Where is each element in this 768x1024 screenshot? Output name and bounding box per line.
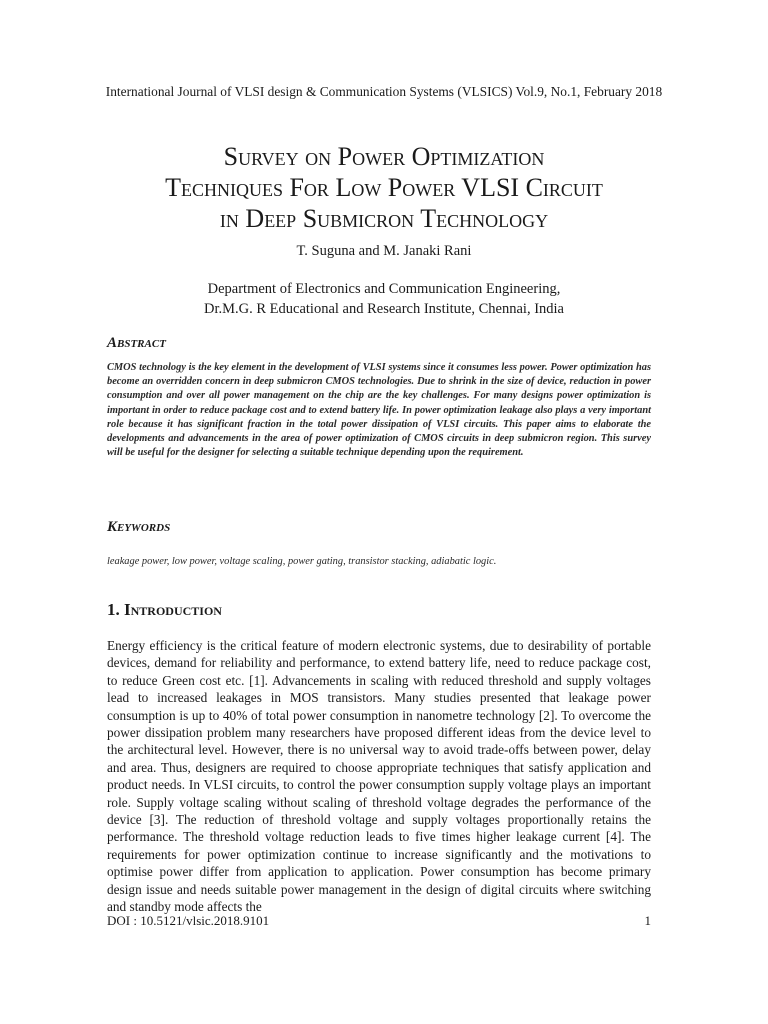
title-line-2: Techniques For Low Power VLSI Circuit xyxy=(165,173,603,202)
affiliation-line-1: Department of Electronics and Communication Engineering, xyxy=(207,281,561,297)
abstract-body: CMOS technology is the key element in the development of VLSI systems since it consumes less power. Power optimization has become an overridden concern in deep submicron CMOS technologies. Due to shrink in the size of device, reduction in power consumption and over all power management on the chip are the key challenges. For many designs power optimization is important in order to reduce package cost and to extend battery life. In power optimization leakage also plays a very important role because it has significant fraction in the total power dissipation of VLSI circuits. This paper aims to elaborate the developments and advancements in the area of power optimization of CMOS circuits in deep submicron region. This survey will be useful for the designer for selecting a suitable technique depending upon the requirement. xyxy=(107,362,651,459)
paper-title xyxy=(0,141,768,234)
affiliation xyxy=(0,280,768,319)
keywords-heading: Keywords xyxy=(107,519,171,535)
introduction-body: Energy efficiency is the critical feature of modern electronic systems, due to desirability of portable devices, demand for reliability and performance, to extend battery life, need to reduce package cost, to reduce Green cost etc. [1]. Advancements in scaling with reduced threshold and supply voltages lead to increased leakages in MOS transistors. Many studies presented that leakage power consumption is up to 40% of total power consumption in nanometre technology [2]. To overcome the power dissipation problem many researchers have proposed different ideas from the device level to the architectural level. However, there is no universal way to avoid trade-offs between power, delay and area. Thus, designers are required to choose appropriate techniques that satisfy application and product needs. In VLSI circuits, to control the power consumption supply voltage plays an important role. Supply voltage scaling without scaling of threshold voltage degrades the performance of the device [3]. The reduction of threshold voltage and supply voltages proportionally retains the performance. The threshold voltage reduction leads to five times higher leakage current [4]. The requirements for power optimization continue to increase significantly and the motivations to optimise power differ from application to application. Power consumption has become primary design issue and needs suitable power management in the design of digital circuits where switching and standby mode affects the xyxy=(107,638,651,915)
introduction-heading: 1. Introduction xyxy=(107,600,222,619)
page-number: 1 xyxy=(644,913,651,928)
footer-doi: DOI : 10.5121/vlsic.2018.9101 xyxy=(107,913,270,928)
authors: T. Suguna and M. Janaki Rani xyxy=(296,243,472,259)
abstract-heading: Abstract xyxy=(107,335,166,351)
title-line-1: Survey on Power Optimization xyxy=(223,142,545,171)
journal-header: International Journal of VLSI design & Communication Systems (VLSICS) Vol.9, No.1, February 2018 xyxy=(105,84,663,99)
keywords-body: leakage power, low power, voltage scaling, power gating, transistor stacking, adiabatic logic. xyxy=(107,556,497,567)
title-line-3: in Deep Submicron Technology xyxy=(219,204,549,233)
affiliation-line-2: Dr.M.G. R Educational and Research Institute, Chennai, India xyxy=(204,300,564,317)
